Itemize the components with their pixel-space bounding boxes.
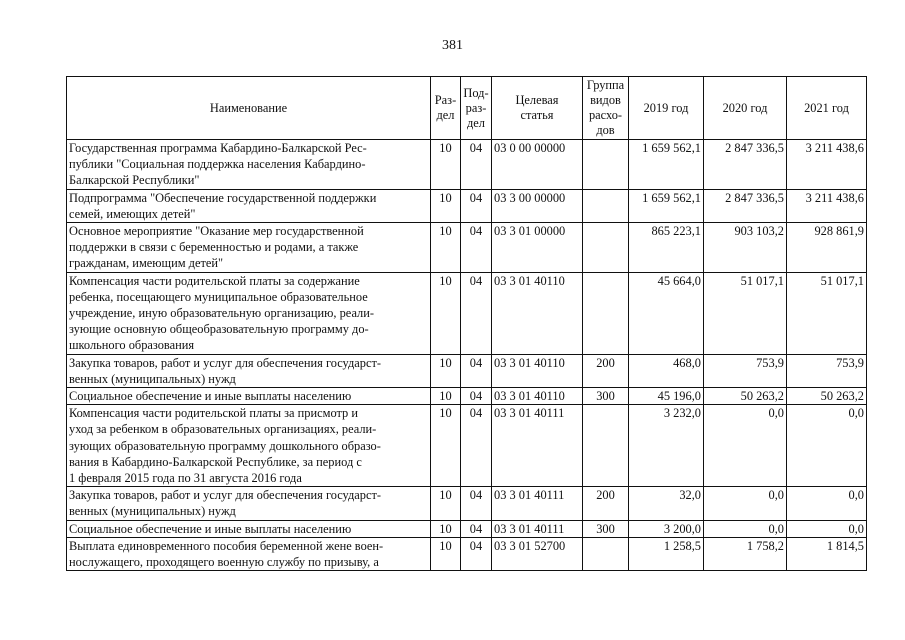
row-expense-group-cell	[583, 405, 629, 487]
row-target-article-cell: 03 3 01 40111	[492, 405, 583, 487]
row-2020-value: 0,0	[704, 405, 787, 487]
row-expense-group-cell	[583, 189, 629, 222]
row-2021-value: 3 211 438,6	[787, 189, 867, 222]
row-expense-group-cell	[583, 223, 629, 273]
row-section-cell: 10	[431, 405, 461, 487]
row-target-article-cell: 03 3 00 00000	[492, 189, 583, 222]
row-2020-value: 1 758,2	[704, 537, 787, 570]
header-target-article: Целевая статья	[492, 77, 583, 140]
row-2020-value: 2 847 336,5	[704, 140, 787, 190]
row-2020-value: 903 103,2	[704, 223, 787, 273]
row-subsection-cell: 04	[461, 223, 492, 273]
row-2020-value: 0,0	[704, 487, 787, 520]
header-2019: 2019 год	[629, 77, 704, 140]
row-expense-group-cell	[583, 272, 629, 354]
row-2019-value: 3 232,0	[629, 405, 704, 487]
table-header	[67, 77, 867, 140]
row-name-cell: Подпрограмма "Обеспечение государственной поддержки семей, имеющих детей"	[67, 189, 431, 222]
row-name-cell: Социальное обеспечение и иные выплаты населению	[67, 520, 431, 537]
row-expense-group-cell: 200	[583, 487, 629, 520]
row-target-article-cell: 03 3 01 52700	[492, 537, 583, 570]
row-name-cell: Компенсация части родительской платы за содержание ребенка, посещающего муниципальное образовательное учреждение, иную образовательную организацию, реали- зующие основную общеобразовательную программу до- школьного образования	[67, 272, 431, 354]
row-subsection-cell: 04	[461, 354, 492, 387]
header-section: Раз- дел	[431, 77, 461, 140]
row-name-cell: Закупка товаров, работ и услуг для обеспечения государст- венных (муниципальных) нужд	[67, 487, 431, 520]
row-2020-value: 0,0	[704, 520, 787, 537]
row-2020-value: 50 263,2	[704, 388, 787, 405]
row-subsection-cell: 04	[461, 487, 492, 520]
row-section-cell: 10	[431, 388, 461, 405]
row-subsection-cell: 04	[461, 520, 492, 537]
table-row	[67, 405, 867, 487]
row-2019-value: 3 200,0	[629, 520, 704, 537]
row-subsection-cell: 04	[461, 405, 492, 487]
header-2021: 2021 год	[787, 77, 867, 140]
row-2019-value: 1 659 562,1	[629, 140, 704, 190]
row-target-article-cell: 03 3 01 40111	[492, 487, 583, 520]
row-2021-value: 0,0	[787, 487, 867, 520]
row-name-cell: Государственная программа Кабардино-Балкарской Рес- публики "Социальная поддержка населения Кабардино- Балкарской Республики"	[67, 140, 431, 190]
table-row	[67, 223, 867, 273]
row-section-cell: 10	[431, 272, 461, 354]
row-name-cell: Основное мероприятие "Оказание мер государственной поддержки в связи с беременностью и родами, а также гражданам, имеющим детей"	[67, 223, 431, 273]
row-section-cell: 10	[431, 189, 461, 222]
row-expense-group-cell: 300	[583, 520, 629, 537]
row-section-cell: 10	[431, 140, 461, 190]
row-subsection-cell: 04	[461, 140, 492, 190]
header-name: Наименование	[67, 77, 431, 140]
row-2019-value: 32,0	[629, 487, 704, 520]
page-number: 381	[442, 38, 463, 53]
row-section-cell: 10	[431, 520, 461, 537]
row-target-article-cell: 03 3 01 40110	[492, 272, 583, 354]
row-name-cell: Социальное обеспечение и иные выплаты населению	[67, 388, 431, 405]
row-2019-value: 1 659 562,1	[629, 189, 704, 222]
row-2020-value: 753,9	[704, 354, 787, 387]
header-subsection: Под- раз- дел	[461, 77, 492, 140]
row-subsection-cell: 04	[461, 537, 492, 570]
row-2019-value: 865 223,1	[629, 223, 704, 273]
row-2021-value: 1 814,5	[787, 537, 867, 570]
row-target-article-cell: 03 3 01 40111	[492, 520, 583, 537]
row-subsection-cell: 04	[461, 189, 492, 222]
row-name-cell: Закупка товаров, работ и услуг для обеспечения государст- венных (муниципальных) нужд	[67, 354, 431, 387]
row-2021-value: 0,0	[787, 405, 867, 487]
row-2020-value: 51 017,1	[704, 272, 787, 354]
row-2019-value: 468,0	[629, 354, 704, 387]
header-expense-group: Группа видов расхо- дов	[583, 77, 629, 140]
row-target-article-cell: 03 3 01 40110	[492, 354, 583, 387]
table-row	[67, 537, 867, 570]
table-row	[67, 354, 867, 387]
row-subsection-cell: 04	[461, 388, 492, 405]
row-2021-value: 51 017,1	[787, 272, 867, 354]
row-section-cell: 10	[431, 487, 461, 520]
row-2021-value: 928 861,9	[787, 223, 867, 273]
table-row	[67, 189, 867, 222]
header-2020: 2020 год	[704, 77, 787, 140]
row-2019-value: 1 258,5	[629, 537, 704, 570]
row-section-cell: 10	[431, 537, 461, 570]
budget-table	[66, 76, 867, 571]
table-row	[67, 140, 867, 190]
header-row	[67, 77, 867, 140]
row-name-cell: Выплата единовременного пособия беременной жене воен- нослужащего, проходящего военную службу по призыву, а	[67, 537, 431, 570]
row-2021-value: 753,9	[787, 354, 867, 387]
row-expense-group-cell	[583, 140, 629, 190]
table-row	[67, 272, 867, 354]
row-target-article-cell: 03 3 01 00000	[492, 223, 583, 273]
row-2019-value: 45 664,0	[629, 272, 704, 354]
table-body	[67, 140, 867, 571]
row-2021-value: 50 263,2	[787, 388, 867, 405]
row-2020-value: 2 847 336,5	[704, 189, 787, 222]
table-row	[67, 520, 867, 537]
row-expense-group-cell	[583, 537, 629, 570]
table-row	[67, 388, 867, 405]
row-expense-group-cell: 300	[583, 388, 629, 405]
row-section-cell: 10	[431, 354, 461, 387]
table-row	[67, 487, 867, 520]
row-target-article-cell: 03 0 00 00000	[492, 140, 583, 190]
row-name-cell: Компенсация части родительской платы за присмотр и уход за ребенком в образовательных организациях, реали- зующих образовательную программу дошкольного образо- вания в Кабардино-Балкарской Республике, за период с 1 февраля 2015 года по 31 августа 2016 года	[67, 405, 431, 487]
row-2021-value: 3 211 438,6	[787, 140, 867, 190]
row-subsection-cell: 04	[461, 272, 492, 354]
row-2019-value: 45 196,0	[629, 388, 704, 405]
row-2021-value: 0,0	[787, 520, 867, 537]
row-expense-group-cell: 200	[583, 354, 629, 387]
row-section-cell: 10	[431, 223, 461, 273]
row-target-article-cell: 03 3 01 40110	[492, 388, 583, 405]
